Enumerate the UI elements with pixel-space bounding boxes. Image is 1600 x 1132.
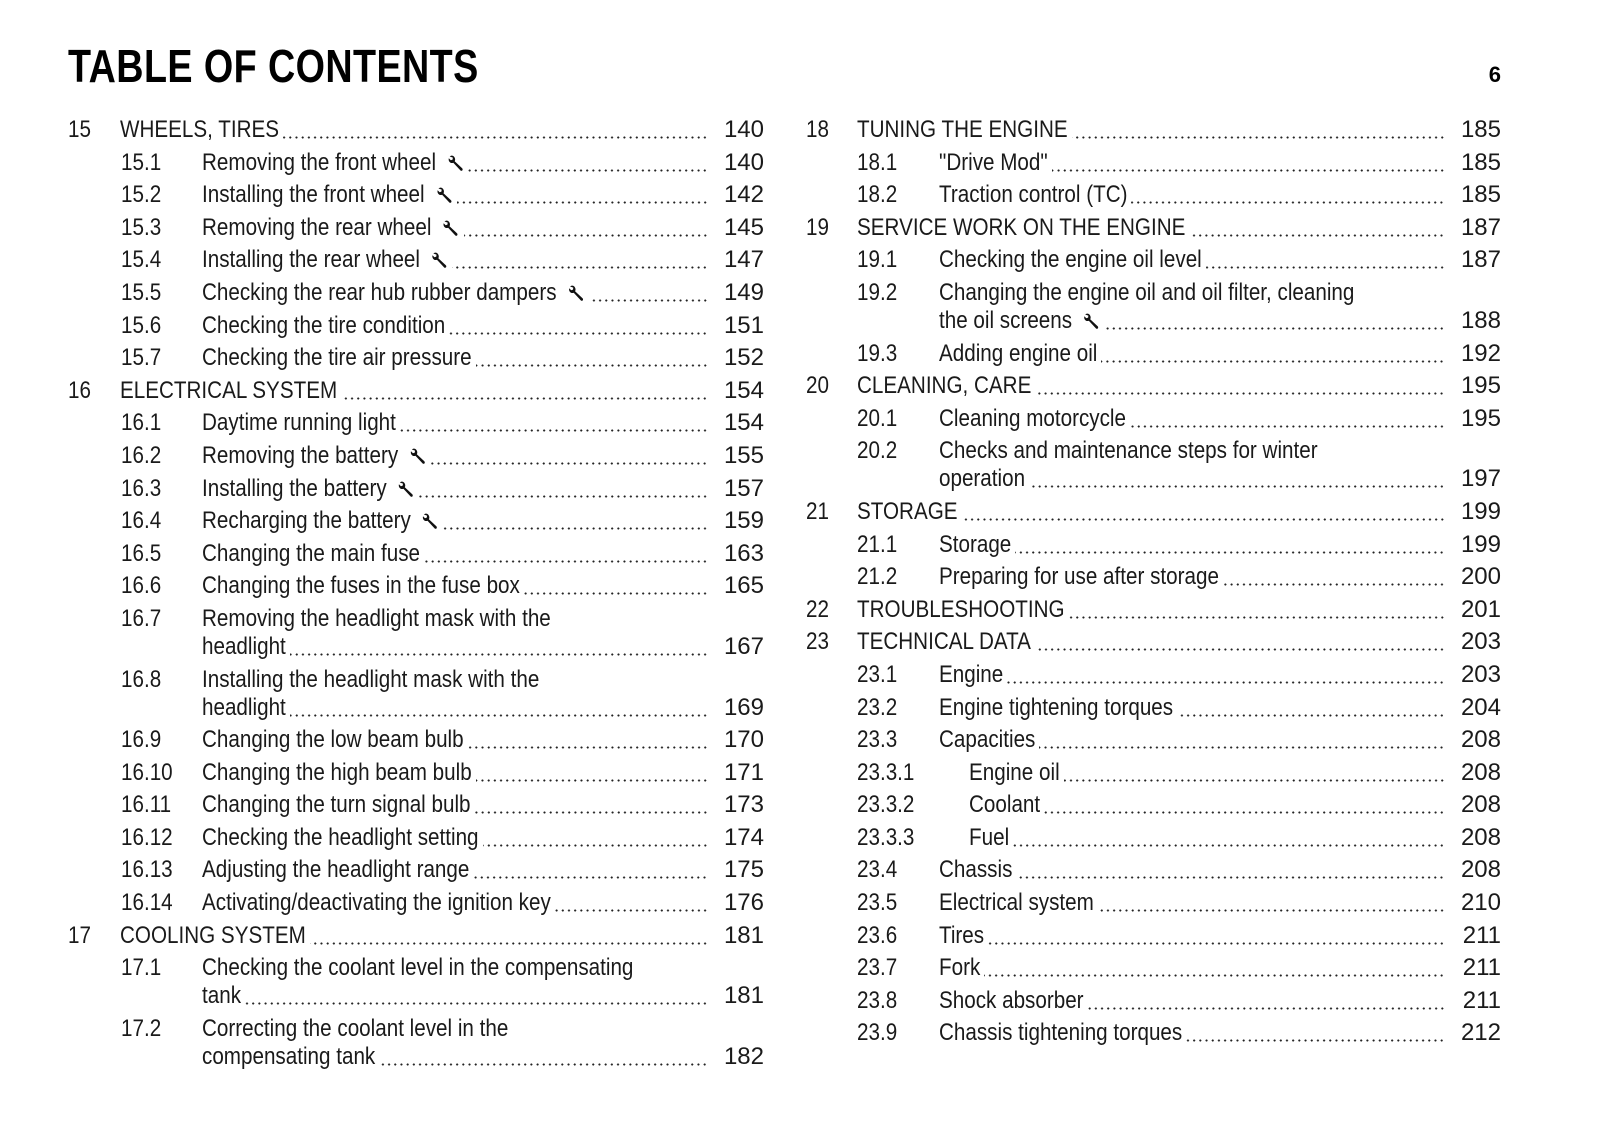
entry-number: 16 bbox=[68, 376, 91, 404]
entry-number: 15.6 bbox=[121, 311, 162, 339]
entry-title[interactable]: Electrical system bbox=[939, 889, 1094, 917]
dot-leader bbox=[1016, 876, 1445, 879]
entry-number: 17.1 bbox=[121, 954, 162, 982]
entry-page-number[interactable]: 212 bbox=[1460, 1019, 1501, 1047]
toc-right-column bbox=[0, 114, 1520, 1050]
toc-entry[interactable] bbox=[0, 338, 1520, 371]
entry-number: 19.2 bbox=[857, 278, 898, 306]
entry-page-number[interactable]: 181 bbox=[723, 921, 764, 949]
dot-leader bbox=[962, 518, 1445, 521]
toc-entry[interactable] bbox=[0, 496, 1520, 529]
entry-number: 18.2 bbox=[857, 181, 898, 209]
toc-entry[interactable] bbox=[0, 1017, 1520, 1050]
page-title: TABLE OF CONTENTS bbox=[68, 40, 479, 92]
entry-title[interactable]: COOLING SYSTEM bbox=[120, 921, 306, 949]
toc-entry[interactable] bbox=[0, 920, 1520, 953]
entry-page-number[interactable]: 203 bbox=[1460, 660, 1501, 688]
entry-page-number[interactable]: 199 bbox=[1460, 530, 1501, 558]
entry-title[interactable]: Removing the headlight mask with the bbox=[202, 604, 551, 632]
entry-number: 16.2 bbox=[121, 441, 162, 469]
toc-entry[interactable] bbox=[0, 370, 1520, 403]
entry-number: 23.3.2 bbox=[857, 791, 915, 819]
entry-title[interactable]: Installing the battery bbox=[202, 473, 449, 505]
entry-title[interactable]: "Drive Mod" bbox=[939, 148, 1048, 176]
entry-title[interactable]: SERVICE WORK ON THE ENGINE bbox=[857, 213, 1186, 241]
entry-number: 23.9 bbox=[857, 1019, 898, 1047]
entry-number: 19.3 bbox=[857, 339, 898, 367]
entry-title[interactable]: Checking the engine oil level bbox=[939, 246, 1202, 274]
dot-leader bbox=[984, 974, 1445, 977]
entry-number: 16.10 bbox=[121, 758, 173, 786]
toc-entry[interactable] bbox=[0, 561, 1520, 594]
toc-entry[interactable] bbox=[0, 659, 1520, 692]
entry-page-number[interactable]: 203 bbox=[1460, 628, 1501, 656]
entry-title[interactable]: Engine tightening torques bbox=[939, 693, 1174, 721]
entry-page-number[interactable]: 157 bbox=[723, 474, 764, 502]
entry-number: 16.3 bbox=[121, 474, 162, 502]
toc-entry[interactable] bbox=[0, 757, 1520, 790]
entry-title[interactable]: Chassis bbox=[939, 856, 1013, 884]
entry-title[interactable]: Shock absorber bbox=[939, 986, 1084, 1014]
entry-number: 20.2 bbox=[857, 437, 898, 465]
entry-title[interactable]: STORAGE bbox=[857, 497, 958, 525]
toc-entry[interactable] bbox=[0, 952, 1520, 985]
entry-page-number[interactable]: 197 bbox=[1460, 465, 1501, 493]
entry-number: 20.1 bbox=[857, 404, 898, 432]
dot-leader bbox=[1177, 714, 1445, 717]
entry-number: 16.6 bbox=[121, 572, 162, 600]
dot-leader bbox=[1206, 266, 1445, 269]
dot-leader bbox=[1186, 1039, 1445, 1042]
toc-entry[interactable] bbox=[0, 887, 1520, 920]
entry-page-number[interactable]: 210 bbox=[1460, 889, 1501, 917]
page-number: 6 bbox=[1488, 62, 1501, 87]
entry-number: 19 bbox=[806, 213, 829, 241]
entry-number: 20 bbox=[806, 372, 829, 400]
entry-title[interactable]: Checks and maintenance steps for winter bbox=[939, 437, 1318, 465]
dot-leader bbox=[1064, 779, 1445, 782]
entry-number: 18 bbox=[806, 116, 829, 143]
entry-number: 22 bbox=[806, 595, 829, 623]
entry-page-number[interactable]: 195 bbox=[1460, 404, 1501, 432]
entry-title[interactable]: Activating/deactivating the ignition key bbox=[202, 889, 551, 917]
entry-title-continuation[interactable]: tank bbox=[202, 982, 242, 1010]
dot-leader bbox=[1029, 485, 1445, 488]
entry-page-number[interactable]: 187 bbox=[1460, 213, 1501, 241]
entry-number: 15.5 bbox=[121, 278, 162, 306]
entry-number: 23.5 bbox=[857, 889, 898, 917]
entry-title[interactable]: Engine bbox=[939, 660, 1004, 688]
entry-page-number[interactable]: 154 bbox=[723, 409, 764, 437]
entry-title[interactable]: Tires bbox=[939, 921, 985, 949]
dot-leader bbox=[1035, 392, 1445, 395]
entry-number: 16.7 bbox=[121, 604, 162, 632]
entry-number: 23 bbox=[806, 628, 829, 656]
entry-page-number[interactable]: 176 bbox=[723, 889, 764, 917]
entry-page-number[interactable]: 140 bbox=[723, 148, 764, 176]
entry-page-number[interactable]: 154 bbox=[723, 376, 764, 404]
toc-entry[interactable] bbox=[0, 114, 1520, 147]
entry-number: 16.12 bbox=[121, 823, 173, 851]
entry-title[interactable]: Adjusting the headlight range bbox=[202, 856, 470, 884]
entry-page-number[interactable]: 182 bbox=[723, 1042, 764, 1070]
toc-entry[interactable] bbox=[0, 985, 1520, 1018]
entry-number: 23.3.3 bbox=[857, 823, 915, 851]
entry-title[interactable]: Capacities bbox=[939, 726, 1036, 754]
entry-number: 16.11 bbox=[121, 791, 172, 819]
entry-title[interactable]: Checking the tire condition bbox=[202, 311, 446, 339]
toc-entry[interactable] bbox=[0, 789, 1520, 822]
entry-page-number[interactable]: 169 bbox=[723, 693, 764, 721]
entry-page-number[interactable]: 208 bbox=[1460, 758, 1501, 786]
toc-entry[interactable] bbox=[0, 403, 1520, 436]
dot-leader bbox=[1088, 1007, 1445, 1010]
dot-leader bbox=[1189, 234, 1445, 237]
toc-entry[interactable] bbox=[0, 822, 1520, 855]
dot-leader bbox=[1013, 844, 1445, 847]
entry-page-number[interactable]: 200 bbox=[1460, 563, 1501, 591]
entry-title[interactable]: CLEANING, CARE bbox=[857, 372, 1032, 400]
entry-title[interactable]: Removing the rear wheel bbox=[202, 212, 501, 244]
toc-entry[interactable] bbox=[0, 244, 1520, 277]
entry-title[interactable]: Changing the low beam bulb bbox=[202, 726, 464, 754]
entry-number: 15.2 bbox=[121, 181, 162, 209]
entry-title[interactable]: Removing the battery bbox=[202, 440, 463, 472]
entry-page-number[interactable]: 140 bbox=[723, 116, 764, 143]
entry-title[interactable]: Changing the engine oil and oil filter, cleaning bbox=[939, 278, 1355, 306]
entry-page-number[interactable]: 155 bbox=[723, 441, 764, 469]
toc-entry[interactable] bbox=[0, 277, 1520, 338]
entry-number: 16.1 bbox=[121, 409, 162, 437]
wrench-icon bbox=[1083, 312, 1100, 330]
entry-page-number[interactable]: 149 bbox=[723, 278, 764, 306]
entry-page-number[interactable]: 159 bbox=[723, 507, 764, 535]
entry-number: 15.7 bbox=[121, 344, 162, 372]
dot-leader bbox=[1223, 583, 1445, 586]
entry-title[interactable]: Changing the turn signal bulb bbox=[202, 791, 471, 819]
entry-page-number[interactable]: 151 bbox=[723, 311, 764, 339]
entry-title[interactable]: WHEELS, TIRES bbox=[120, 116, 280, 143]
entry-title[interactable]: Daytime running light bbox=[202, 409, 396, 437]
entry-page-number[interactable]: 185 bbox=[1460, 181, 1501, 209]
entry-number: 23.4 bbox=[857, 856, 898, 884]
entry-page-number[interactable]: 181 bbox=[723, 982, 764, 1010]
entry-page-number[interactable]: 165 bbox=[723, 572, 764, 600]
entry-page-number[interactable]: 211 bbox=[1462, 954, 1501, 982]
entry-title[interactable]: Correcting the coolant level in the bbox=[202, 1014, 509, 1042]
entry-title[interactable]: TECHNICAL DATA bbox=[857, 628, 1031, 656]
entry-page-number[interactable]: 208 bbox=[1460, 856, 1501, 884]
entry-title[interactable]: Checking the tire air pressure bbox=[202, 344, 472, 372]
entry-title[interactable]: Engine oil bbox=[969, 758, 1060, 786]
entry-number: 17 bbox=[68, 921, 91, 949]
toc-entry[interactable] bbox=[0, 147, 1520, 180]
entry-number: 23.2 bbox=[857, 693, 898, 721]
dot-leader bbox=[1052, 169, 1445, 172]
entry-page-number[interactable]: 174 bbox=[723, 823, 764, 851]
entry-page-number[interactable]: 204 bbox=[1460, 693, 1501, 721]
entry-page-number[interactable]: 142 bbox=[723, 181, 764, 209]
entry-title[interactable]: Cleaning motorcycle bbox=[939, 404, 1126, 432]
entry-number: 21.2 bbox=[857, 563, 898, 591]
entry-page-number[interactable]: 187 bbox=[1460, 246, 1501, 274]
entry-title[interactable]: Changing the main fuse bbox=[202, 539, 421, 567]
entry-title[interactable]: Recharging the battery bbox=[202, 505, 477, 537]
entry-page-number[interactable]: 147 bbox=[723, 246, 764, 274]
entry-page-number[interactable]: 188 bbox=[1460, 306, 1501, 334]
entry-page-number[interactable]: 173 bbox=[723, 791, 764, 819]
entry-number: 16.13 bbox=[121, 856, 173, 884]
entry-title[interactable]: Checking the rear hub rubber dampers bbox=[202, 277, 647, 309]
entry-number: 15.4 bbox=[121, 246, 162, 274]
toc-entry[interactable] bbox=[0, 626, 1520, 659]
entry-number: 15 bbox=[68, 116, 91, 143]
entry-number: 23.1 bbox=[857, 660, 898, 688]
entry-title-continuation[interactable]: operation bbox=[939, 465, 1026, 493]
entry-title[interactable]: Fuel bbox=[969, 823, 1010, 851]
dot-leader bbox=[1098, 909, 1445, 912]
dot-leader bbox=[1104, 327, 1445, 330]
entry-title[interactable]: Storage bbox=[939, 530, 1012, 558]
entry-title[interactable]: Removing the front wheel bbox=[202, 147, 507, 179]
dot-leader bbox=[1069, 616, 1445, 619]
entry-number: 16.14 bbox=[121, 889, 173, 917]
entry-title[interactable]: Fork bbox=[939, 954, 981, 982]
dot-leader bbox=[1044, 811, 1445, 814]
entry-number: 23.7 bbox=[857, 954, 898, 982]
entry-title[interactable]: Preparing for use after storage bbox=[939, 563, 1219, 591]
entry-page-number[interactable]: 201 bbox=[1460, 595, 1501, 623]
dot-leader bbox=[1015, 551, 1445, 554]
entry-page-number[interactable]: 175 bbox=[723, 856, 764, 884]
entry-number: 15.3 bbox=[121, 213, 162, 241]
entry-number: 17.2 bbox=[121, 1014, 162, 1042]
dot-leader bbox=[1130, 425, 1445, 428]
toc-entry[interactable] bbox=[0, 724, 1520, 757]
entry-title-continuation[interactable]: the oil screens bbox=[939, 305, 1126, 337]
entry-title[interactable]: Installing the rear wheel bbox=[202, 244, 488, 276]
entry-title-continuation[interactable]: headlight bbox=[202, 632, 286, 660]
entry-page-number[interactable]: 185 bbox=[1460, 116, 1501, 143]
entry-number: 23.3 bbox=[857, 726, 898, 754]
entry-number: 16.4 bbox=[121, 507, 162, 535]
entry-page-number[interactable]: 152 bbox=[723, 344, 764, 372]
dot-leader bbox=[1039, 746, 1445, 749]
entry-title[interactable]: Traction control (TC) bbox=[939, 181, 1128, 209]
entry-title[interactable]: Checking the coolant level in the compensating bbox=[202, 954, 634, 982]
entry-title[interactable]: Chassis tightening torques bbox=[939, 1019, 1183, 1047]
entry-number: 23.6 bbox=[857, 921, 898, 949]
entry-title[interactable]: Changing the fuses in the fuse box bbox=[202, 572, 520, 600]
toc-entry[interactable] bbox=[0, 212, 1520, 245]
dot-leader bbox=[1072, 136, 1445, 139]
dot-leader bbox=[1007, 681, 1445, 684]
entry-number: 16.5 bbox=[121, 539, 162, 567]
entry-number: 16.8 bbox=[121, 665, 162, 693]
entry-title[interactable]: TUNING THE ENGINE bbox=[857, 116, 1068, 143]
toc-entry[interactable] bbox=[0, 435, 1520, 496]
entry-page-number[interactable]: 185 bbox=[1460, 148, 1501, 176]
dot-leader bbox=[988, 942, 1445, 945]
entry-number: 16.9 bbox=[121, 726, 162, 754]
entry-title[interactable]: Installing the front wheel bbox=[202, 179, 494, 211]
dot-leader bbox=[1131, 201, 1445, 204]
entry-title[interactable]: Changing the high beam bulb bbox=[202, 758, 472, 786]
entry-title[interactable]: Checking the headlight setting bbox=[202, 823, 479, 851]
entry-page-number[interactable]: 211 bbox=[1462, 986, 1501, 1014]
entry-number: 23.8 bbox=[857, 986, 898, 1014]
dot-leader bbox=[379, 1063, 708, 1066]
entry-page-number[interactable]: 163 bbox=[723, 539, 764, 567]
entry-page-number[interactable]: 167 bbox=[723, 632, 764, 660]
entry-page-number[interactable]: 211 bbox=[1462, 921, 1501, 949]
entry-number: 21.1 bbox=[857, 530, 898, 558]
entry-number: 18.1 bbox=[857, 148, 898, 176]
entry-page-number[interactable]: 199 bbox=[1460, 497, 1501, 525]
dot-leader bbox=[1101, 360, 1445, 363]
entry-title[interactable]: Adding engine oil bbox=[939, 339, 1098, 367]
entry-page-number[interactable]: 208 bbox=[1460, 726, 1501, 754]
entry-page-number[interactable]: 208 bbox=[1460, 823, 1501, 851]
toc-entry[interactable] bbox=[0, 854, 1520, 887]
dot-leader bbox=[1035, 648, 1445, 651]
entry-page-number[interactable]: 170 bbox=[723, 726, 764, 754]
entry-page-number[interactable]: 145 bbox=[723, 213, 764, 241]
entry-title[interactable]: Coolant bbox=[969, 791, 1041, 819]
toc-entry[interactable] bbox=[0, 529, 1520, 562]
entry-title-continuation[interactable]: compensating tank bbox=[202, 1042, 376, 1070]
entry-number: 23.3.1 bbox=[857, 758, 915, 786]
entry-title[interactable]: TROUBLESHOOTING bbox=[857, 595, 1065, 623]
entry-page-number[interactable]: 171 bbox=[723, 758, 764, 786]
entry-title[interactable]: Installing the headlight mask with the bbox=[202, 665, 540, 693]
entry-title-continuation[interactable]: headlight bbox=[202, 693, 286, 721]
entry-number: 19.1 bbox=[857, 246, 898, 274]
entry-page-number[interactable]: 192 bbox=[1460, 339, 1501, 367]
entry-number: 21 bbox=[806, 497, 829, 525]
entry-title[interactable]: ELECTRICAL SYSTEM bbox=[120, 376, 338, 404]
entry-number: 15.1 bbox=[121, 148, 162, 176]
toc-entry[interactable] bbox=[0, 179, 1520, 212]
toc-entry[interactable] bbox=[0, 594, 1520, 627]
entry-page-number[interactable]: 195 bbox=[1460, 372, 1501, 400]
toc-entry[interactable] bbox=[0, 692, 1520, 725]
entry-page-number[interactable]: 208 bbox=[1460, 791, 1501, 819]
